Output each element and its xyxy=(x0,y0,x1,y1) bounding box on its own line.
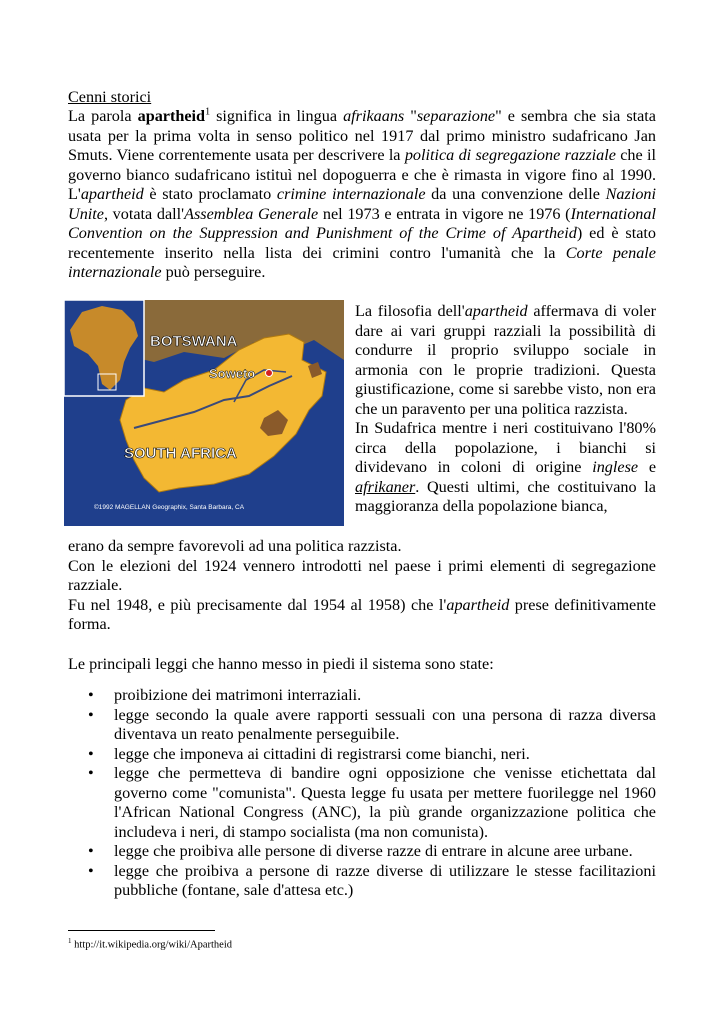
p2b-run: In Sudafrica mentre i neri costituivano l'80% circa della popolazione, i bianchi si dividevano in coloni di origine xyxy=(355,419,656,476)
bullet-icon: • xyxy=(88,686,94,704)
law-text: legge che proibiva a persone di razze diverse di utilizzare le stesse facilitazioni pubbliche (fontane, sale d'attesa etc.) xyxy=(114,861,656,899)
law-text: legge che proibiva alle persone di diverse razze di entrare in alcune aree urbane. xyxy=(114,842,633,860)
p1-run: apartheid xyxy=(80,185,144,203)
p3-run: Con le elezioni del 1924 vennero introdotti nel paese i primi elementi di segregazione razziale. xyxy=(68,556,656,594)
map-credit: ©1992 MAGELLAN Geographix, Santa Barbara, CA xyxy=(94,504,245,511)
p3-run: erano da sempre favorevoli ad una politica razzista. xyxy=(68,537,402,555)
p2-run: affermava di voler dare ai vari gruppi razziali la possibilità di condurre il proprio sviluppo sociale in armonia con le proprie tradizioni. Questa giustificazione, come si sarebbe visto, non era che un paravento per una politica razzista. xyxy=(355,302,656,418)
p1-run: 1 xyxy=(205,106,211,118)
bullet-icon: • xyxy=(88,861,94,880)
p1-run: nel 1973 e entrata in vigore ne 1976 ( xyxy=(318,204,571,223)
map-graphic xyxy=(64,300,344,526)
laws-list xyxy=(68,686,656,901)
p1-run: afrikaans xyxy=(343,107,405,125)
p2b-run: afrikaner xyxy=(355,477,416,496)
p1-run: politica di segregazione razziale xyxy=(404,146,616,164)
law-item xyxy=(68,745,656,765)
p1-run: Corte penale internazionale xyxy=(68,243,656,281)
p1-run: è stato proclamato xyxy=(143,185,277,203)
paragraph-philosophy xyxy=(355,302,656,419)
p1-run: La parola xyxy=(68,107,138,125)
p1-run: apartheid xyxy=(137,107,206,125)
section-heading: Cenni storici xyxy=(68,88,152,106)
footnote-link[interactable]: http://it.wikipedia.org/wiki/Apartheid xyxy=(71,939,232,951)
p1-run: Assemblea Generale xyxy=(184,204,319,223)
p1-run: può perseguire. xyxy=(161,263,266,281)
law-item xyxy=(68,862,656,901)
south-africa-map xyxy=(64,300,344,526)
bullet-icon: • xyxy=(88,764,94,782)
law-text: legge che imponeva ai cittadini di registrarsi come bianchi, neri. xyxy=(114,744,530,763)
p1-run: Nazioni Unite xyxy=(68,185,656,223)
p1-run: International Convention on the Suppression and Punishment of the Crime of Apartheid xyxy=(68,204,656,242)
p3-run: prese definitivamente forma. xyxy=(68,595,656,633)
p1-run: " xyxy=(404,107,417,125)
p1-run: , votata dall' xyxy=(103,204,185,223)
law-text: proibizione dei matrimoni interraziali. xyxy=(114,686,362,704)
bullet-icon: • xyxy=(88,842,94,860)
p1-run: " e sembra che sia stata usata per la prima volta in senso politico nel 1917 dal primo ministro sudafricano Jan Smuts. Viene correntemente usata per descrivere la xyxy=(68,107,656,164)
paragraph-population xyxy=(355,419,656,517)
soweto-marker xyxy=(266,370,273,377)
p2-run: apartheid xyxy=(464,302,528,320)
p2-run: La filosofia dell' xyxy=(355,302,465,320)
map-label-south-africa: SOUTH AFRICA xyxy=(124,445,237,462)
p1-run: significa in lingua xyxy=(210,107,344,125)
p1-run: che il governo bianco sudafricano istituì nel dopoguerra e che è rimasta in vigore fino al 1990. L' xyxy=(68,146,656,203)
p1-run: da una convenzione delle xyxy=(425,185,606,203)
footnote xyxy=(68,937,232,951)
paragraph-history xyxy=(68,537,656,635)
bullet-icon: • xyxy=(88,705,94,724)
paragraph-laws-intro: Le principali leggi che hanno messo in piedi il sistema sono state: xyxy=(68,655,494,673)
paragraph-philosophy-block xyxy=(355,302,656,517)
p3-run: Fu nel 1948, e più precisamente dal 1954 al 1958) che l' xyxy=(68,595,447,614)
p2b-run: . Questi ultimi, che costituivano la maggioranza della popolazione bianca, xyxy=(355,477,656,515)
p2b-run: e xyxy=(638,458,657,476)
bullet-icon: • xyxy=(88,744,94,763)
law-item xyxy=(68,842,656,862)
paragraph-intro xyxy=(68,107,656,283)
law-text: legge che permetteva di bandire ogni opposizione che venisse etichettata dal governo come "comunista". Questa legge fu usata per mettere fuorilegge nel 1960 l'African National Congress (ANC), la più grande organizzazione politica che includeva i neri, di stampo socialista (ma non comunista). xyxy=(114,764,656,841)
map-label-soweto: Soweto xyxy=(209,366,256,381)
law-item xyxy=(68,686,656,706)
map-label-botswana: BOTSWANA xyxy=(150,333,238,350)
footnote-number: 1 xyxy=(68,937,72,945)
p2b-run: inglese xyxy=(592,458,639,476)
law-text: legge secondo la quale avere rapporti sessuali con una persona di razza diversa diventava un reato penalmente perseguibile. xyxy=(114,705,656,743)
law-item xyxy=(68,764,656,842)
footnote-separator xyxy=(68,930,215,931)
law-item xyxy=(68,706,656,745)
p1-run: separazione xyxy=(416,107,496,125)
p3-run: apartheid xyxy=(446,595,510,614)
p1-run: ) ed è stato recentemente inserito nella lista dei crimini contro l'umanità che la xyxy=(68,224,656,262)
p1-run: crimine internazionale xyxy=(276,185,426,203)
